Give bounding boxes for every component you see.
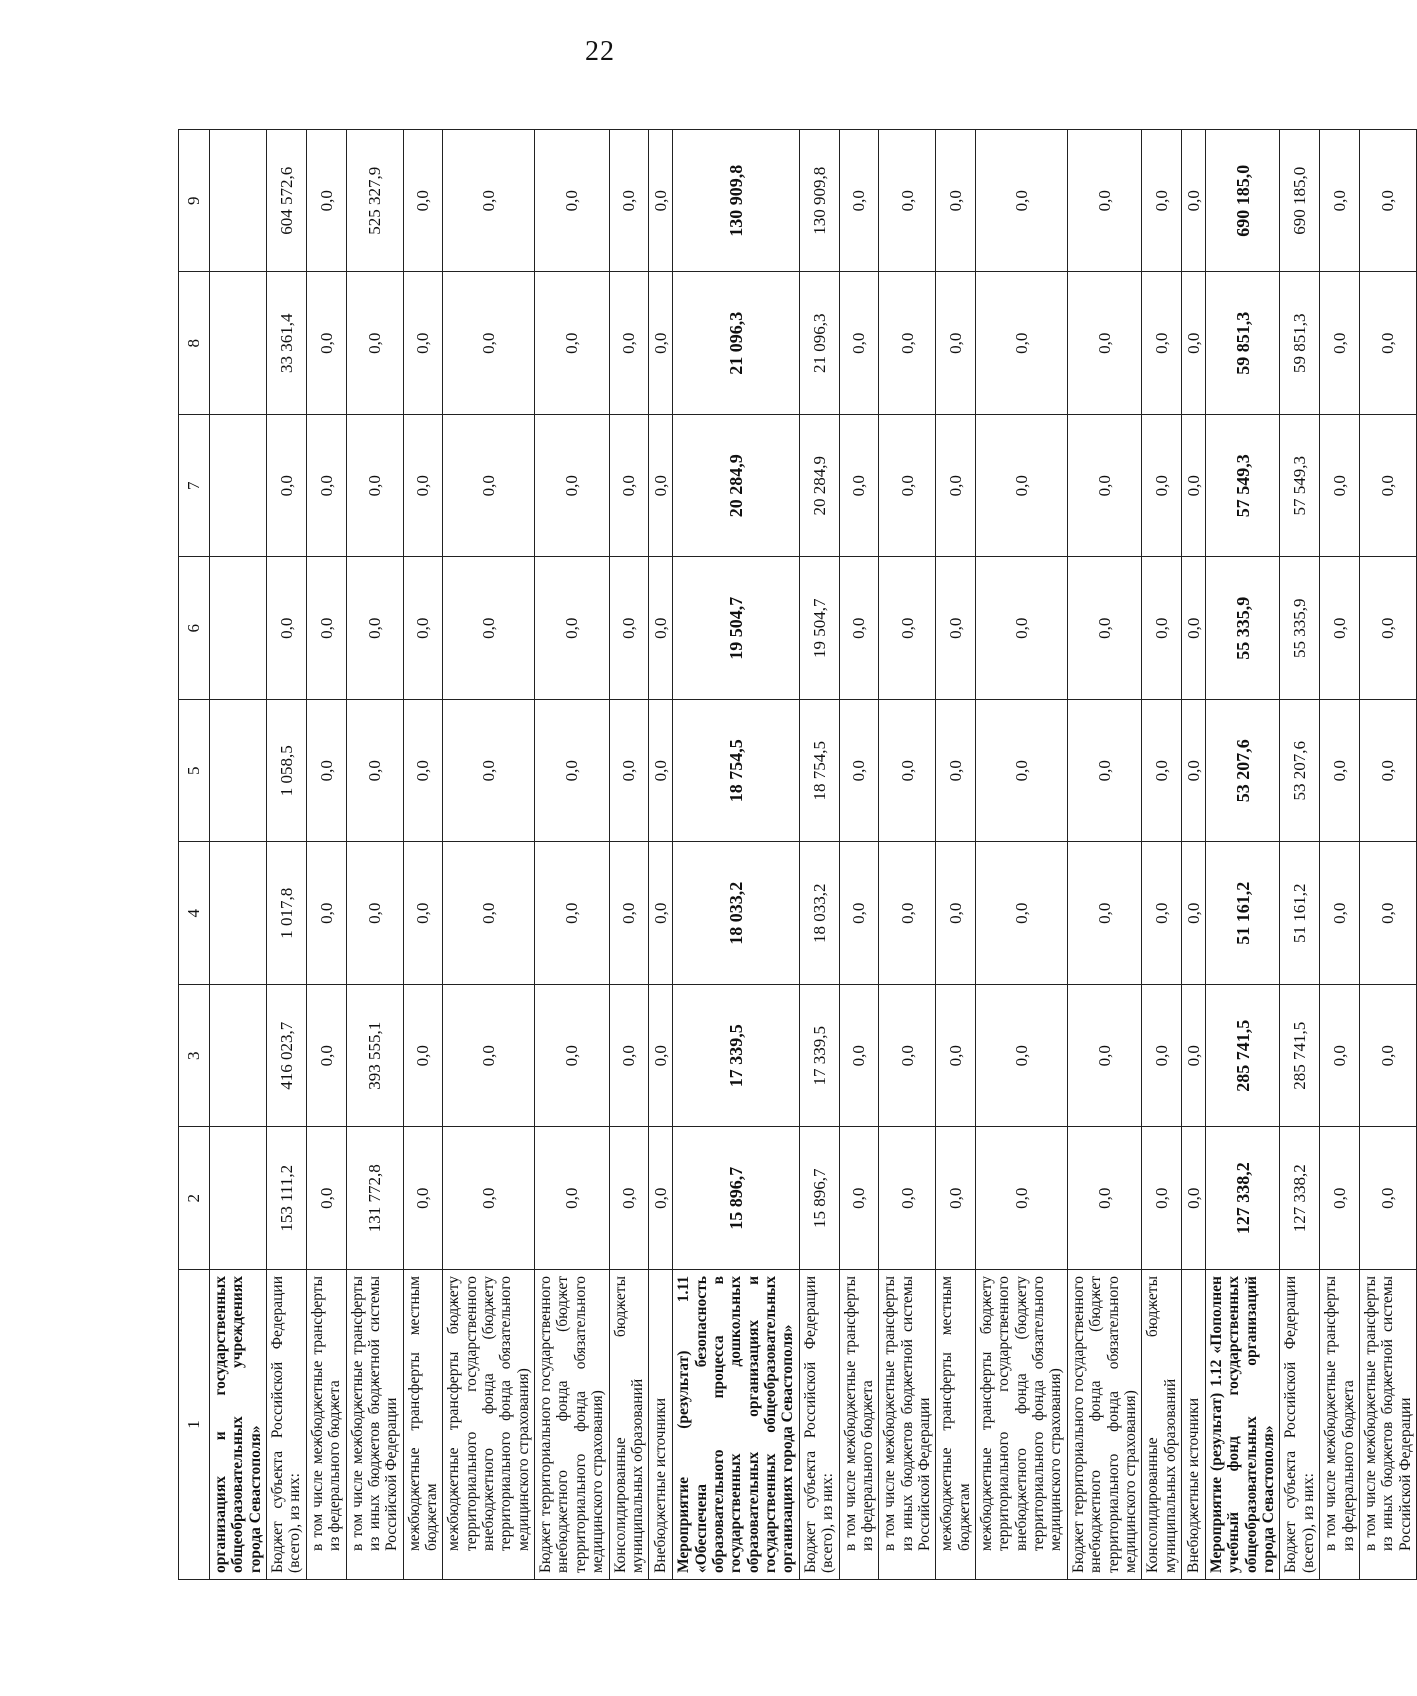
table-row-measure (210, 130, 267, 1580)
value-cell: 690 185,0 (1280, 130, 1320, 273)
value-cell: 19 504,7 (799, 557, 839, 700)
value-cell: 0,0 (1182, 1127, 1206, 1270)
value-cell: 53 207,6 (1206, 700, 1280, 843)
row-description: в том числе межбюджетные трансферты из иных бюджетов бюджетной системы Российской Федерации (346, 1270, 403, 1580)
value-cell: 51 161,2 (1206, 842, 1280, 985)
value-cell: 0,0 (649, 842, 673, 985)
value-cell: 0,0 (839, 272, 879, 415)
value-cell: 0,0 (1067, 130, 1141, 273)
table-row (936, 130, 976, 1580)
value-cell: 21 096,3 (673, 272, 800, 415)
value-cell: 0,0 (535, 557, 609, 700)
row-description: Бюджет субъекта Российской Федерации (всего), из них: (267, 1270, 307, 1580)
value-cell: 51 161,2 (1280, 842, 1320, 985)
value-cell: 33 361,4 (267, 272, 307, 415)
value-cell: 0,0 (535, 1127, 609, 1270)
value-cell: 0,0 (1359, 985, 1416, 1128)
value-cell: 0,0 (1320, 557, 1360, 700)
value-cell: 525 327,9 (346, 130, 403, 273)
table-row-measure (673, 130, 800, 1580)
value-cell: 0,0 (1320, 985, 1360, 1128)
value-cell: 130 909,8 (799, 130, 839, 273)
value-cell: 0,0 (1320, 700, 1360, 843)
header-cell: 2 (179, 1127, 210, 1270)
value-cell: 0,0 (1182, 272, 1206, 415)
table-row (267, 130, 307, 1580)
value-cell: 0,0 (346, 557, 403, 700)
value-cell: 393 555,1 (346, 985, 403, 1128)
value-cell: 0,0 (1142, 415, 1182, 558)
row-description: Внебюджетные источники (649, 1270, 673, 1580)
value-cell: 127 338,2 (1206, 1127, 1280, 1270)
value-cell: 0,0 (1320, 1127, 1360, 1270)
value-cell: 0,0 (1182, 842, 1206, 985)
value-cell: 0,0 (839, 557, 879, 700)
value-cell: 0,0 (443, 985, 535, 1128)
table-row-measure (1206, 130, 1280, 1580)
value-cell: 416 023,7 (267, 985, 307, 1128)
row-description: в том числе межбюджетные трансферты из иных бюджетов бюджетной системы Российской Федерации (879, 1270, 936, 1580)
value-cell: 0,0 (839, 415, 879, 558)
value-cell: 1 058,5 (267, 700, 307, 843)
value-cell: 59 851,3 (1280, 272, 1320, 415)
value-cell: 21 096,3 (799, 272, 839, 415)
table-row (799, 130, 839, 1580)
row-description: межбюджетные трансферты бюджету территориального государственного внебюджетного фонда (бюджету территориального фонда обязательного медицинского страхования) (976, 1270, 1068, 1580)
table-row (1280, 130, 1320, 1580)
header-cell: 9 (179, 130, 210, 273)
value-cell: 0,0 (306, 985, 346, 1128)
table-row (346, 130, 403, 1580)
value-cell: 285 741,5 (1280, 985, 1320, 1128)
value-cell: 0,0 (403, 415, 443, 558)
value-cell: 18 754,5 (673, 700, 800, 843)
value-cell: 0,0 (535, 272, 609, 415)
value-cell: 18 754,5 (799, 700, 839, 843)
value-cell: 0,0 (535, 700, 609, 843)
value-cell: 0,0 (306, 1127, 346, 1270)
value-cell: 0,0 (1359, 557, 1416, 700)
value-cell: 0,0 (1142, 130, 1182, 273)
value-cell: 19 504,7 (673, 557, 800, 700)
table-row (976, 130, 1068, 1580)
value-cell: 0,0 (403, 842, 443, 985)
value-cell: 0,0 (535, 842, 609, 985)
value-cell: 0,0 (403, 1127, 443, 1270)
row-description: Бюджет субъекта Российской Федерации (всего), из них: (1280, 1270, 1320, 1580)
table-row (1067, 130, 1141, 1580)
value-cell: 0,0 (306, 700, 346, 843)
value-cell: 0,0 (535, 985, 609, 1128)
row-description: в том числе межбюджетные трансферты из федерального бюджета (306, 1270, 346, 1580)
value-cell: 0,0 (306, 130, 346, 273)
value-cell: 690 185,0 (1206, 130, 1280, 273)
value-cell (210, 272, 267, 415)
value-cell: 0,0 (1142, 700, 1182, 843)
value-cell: 0,0 (609, 842, 649, 985)
value-cell: 57 549,3 (1206, 415, 1280, 558)
value-cell: 0,0 (609, 1127, 649, 1270)
value-cell: 53 207,6 (1280, 700, 1320, 843)
value-cell: 0,0 (1067, 272, 1141, 415)
value-cell: 0,0 (1182, 130, 1206, 273)
table-row (1320, 130, 1360, 1580)
value-cell: 0,0 (1142, 1127, 1182, 1270)
value-cell: 0,0 (839, 985, 879, 1128)
value-cell: 0,0 (609, 272, 649, 415)
row-description: межбюджетные трансферты местным бюджетам (936, 1270, 976, 1580)
row-description: межбюджетные трансферты местным бюджетам (403, 1270, 443, 1580)
value-cell: 59 851,3 (1206, 272, 1280, 415)
value-cell: 0,0 (879, 130, 936, 273)
value-cell: 55 335,9 (1280, 557, 1320, 700)
value-cell: 0,0 (443, 557, 535, 700)
header-cell: 1 (179, 1270, 210, 1580)
value-cell: 55 335,9 (1206, 557, 1280, 700)
value-cell: 0,0 (879, 985, 936, 1128)
value-cell: 0,0 (1320, 130, 1360, 273)
value-cell: 0,0 (879, 415, 936, 558)
value-cell: 0,0 (1067, 985, 1141, 1128)
value-cell: 0,0 (976, 842, 1068, 985)
table-row (1359, 130, 1416, 1580)
row-description: межбюджетные трансферты бюджету территориального государственного внебюджетного фонда (бюджету территориального фонда обязательного медицинского страхования) (443, 1270, 535, 1580)
value-cell: 0,0 (403, 700, 443, 843)
header-cell: 6 (179, 557, 210, 700)
value-cell: 0,0 (346, 272, 403, 415)
value-cell: 127 338,2 (1280, 1127, 1320, 1270)
value-cell: 0,0 (1182, 415, 1206, 558)
value-cell: 0,0 (346, 415, 403, 558)
table-row (443, 130, 535, 1580)
value-cell: 0,0 (609, 700, 649, 843)
value-cell: 15 896,7 (799, 1127, 839, 1270)
value-cell: 0,0 (1320, 272, 1360, 415)
rotated-table-frame (178, 130, 1414, 1580)
value-cell: 0,0 (976, 272, 1068, 415)
value-cell: 0,0 (267, 415, 307, 558)
value-cell (210, 1127, 267, 1270)
value-cell: 0,0 (267, 557, 307, 700)
value-cell: 0,0 (1359, 415, 1416, 558)
value-cell: 20 284,9 (799, 415, 839, 558)
header-cell: 7 (179, 415, 210, 558)
value-cell: 0,0 (535, 130, 609, 273)
value-cell: 0,0 (839, 842, 879, 985)
value-cell: 1 017,8 (267, 842, 307, 985)
value-cell: 0,0 (976, 700, 1068, 843)
value-cell: 0,0 (346, 700, 403, 843)
value-cell: 0,0 (879, 1127, 936, 1270)
page-number: 22 (585, 36, 615, 67)
table-row (649, 130, 673, 1580)
value-cell: 0,0 (976, 985, 1068, 1128)
value-cell: 604 572,6 (267, 130, 307, 273)
value-cell: 0,0 (839, 130, 879, 273)
value-cell: 0,0 (1182, 557, 1206, 700)
value-cell: 0,0 (443, 700, 535, 843)
value-cell: 0,0 (306, 415, 346, 558)
value-cell: 0,0 (1142, 842, 1182, 985)
value-cell: 0,0 (1359, 842, 1416, 985)
value-cell: 285 741,5 (1206, 985, 1280, 1128)
value-cell: 0,0 (936, 1127, 976, 1270)
table-row (1142, 130, 1182, 1580)
table-row (403, 130, 443, 1580)
value-cell (210, 130, 267, 273)
row-description: Мероприятие (результат) 1.12 «Пополнен учебный фонд государственных общеобразовательных организаций города Севастополя» (1206, 1270, 1280, 1580)
value-cell: 0,0 (1142, 272, 1182, 415)
value-cell: 0,0 (936, 700, 976, 843)
value-cell: 0,0 (1320, 842, 1360, 985)
value-cell: 0,0 (443, 1127, 535, 1270)
value-cell: 0,0 (1067, 557, 1141, 700)
value-cell: 0,0 (976, 557, 1068, 700)
header-cell: 3 (179, 985, 210, 1128)
value-cell: 0,0 (443, 272, 535, 415)
value-cell: 0,0 (1067, 842, 1141, 985)
value-cell: 0,0 (1182, 985, 1206, 1128)
value-cell: 57 549,3 (1280, 415, 1320, 558)
value-cell: 0,0 (1067, 700, 1141, 843)
value-cell: 0,0 (443, 415, 535, 558)
value-cell: 0,0 (535, 415, 609, 558)
value-cell: 0,0 (976, 1127, 1068, 1270)
value-cell (210, 985, 267, 1128)
value-cell: 0,0 (403, 557, 443, 700)
value-cell: 0,0 (346, 842, 403, 985)
value-cell: 0,0 (403, 272, 443, 415)
value-cell (210, 842, 267, 985)
value-cell: 0,0 (306, 842, 346, 985)
table-container (178, 130, 1414, 1580)
value-cell: 0,0 (936, 557, 976, 700)
value-cell: 0,0 (879, 842, 936, 985)
value-cell: 0,0 (306, 557, 346, 700)
row-description: Консолидированные бюджеты муниципальных образований (1142, 1270, 1182, 1580)
value-cell: 130 909,8 (673, 130, 800, 273)
value-cell: 18 033,2 (673, 842, 800, 985)
row-description: организациях и государственных общеобразовательных учреждениях города Севастополя» (210, 1270, 267, 1580)
value-cell: 0,0 (936, 985, 976, 1128)
value-cell: 0,0 (1359, 130, 1416, 273)
row-description: Консолидированные бюджеты муниципальных образований (609, 1270, 649, 1580)
value-cell: 0,0 (1359, 272, 1416, 415)
table-row (839, 130, 879, 1580)
value-cell: 0,0 (936, 842, 976, 985)
value-cell: 0,0 (976, 415, 1068, 558)
value-cell: 0,0 (936, 272, 976, 415)
value-cell: 0,0 (649, 272, 673, 415)
value-cell: 0,0 (649, 130, 673, 273)
value-cell: 0,0 (1359, 700, 1416, 843)
value-cell: 0,0 (1359, 1127, 1416, 1270)
value-cell: 0,0 (649, 557, 673, 700)
value-cell: 0,0 (1182, 700, 1206, 843)
header-cell: 5 (179, 700, 210, 843)
value-cell: 0,0 (976, 130, 1068, 273)
value-cell: 0,0 (879, 557, 936, 700)
value-cell: 0,0 (879, 272, 936, 415)
value-cell: 0,0 (936, 130, 976, 273)
value-cell: 18 033,2 (799, 842, 839, 985)
value-cell: 0,0 (1067, 415, 1141, 558)
value-cell: 0,0 (1320, 415, 1360, 558)
value-cell: 0,0 (879, 700, 936, 843)
row-description: Мероприятие (результат) 1.11 «Обеспечена безопасность образовательного процесса в государственных дошкольных образовательных организациях и государственных общеобразовательных организациях города Севастополя» (673, 1270, 800, 1580)
value-cell: 0,0 (609, 415, 649, 558)
header-cell: 4 (179, 842, 210, 985)
header-row (179, 130, 210, 1580)
row-description: в том числе межбюджетные трансферты из иных бюджетов бюджетной системы Российской Федерации (1359, 1270, 1416, 1580)
value-cell: 0,0 (649, 415, 673, 558)
value-cell: 0,0 (649, 1127, 673, 1270)
row-description: Бюджет субъекта Российской Федерации (всего), из них: (799, 1270, 839, 1580)
table-row (879, 130, 936, 1580)
value-cell: 0,0 (403, 130, 443, 273)
table-body (210, 130, 1417, 1580)
value-cell (210, 557, 267, 700)
table-row (535, 130, 609, 1580)
row-description: Бюджет территориального государственного внебюджетного фонда (бюджет территориального фонда обязательного медицинского страхования) (1067, 1270, 1141, 1580)
row-description: Бюджет территориального государственного внебюджетного фонда (бюджет территориального фонда обязательного медицинского страхования) (535, 1270, 609, 1580)
value-cell: 0,0 (1142, 985, 1182, 1128)
header-cell: 8 (179, 272, 210, 415)
value-cell: 17 339,5 (673, 985, 800, 1128)
budget-table (178, 129, 1417, 1580)
value-cell: 20 284,9 (673, 415, 800, 558)
row-description: Внебюджетные источники (1182, 1270, 1206, 1580)
value-cell: 131 772,8 (346, 1127, 403, 1270)
value-cell: 153 111,2 (267, 1127, 307, 1270)
value-cell: 0,0 (609, 130, 649, 273)
row-description: в том числе межбюджетные трансферты из федерального бюджета (1320, 1270, 1360, 1580)
table-row (1182, 130, 1206, 1580)
value-cell: 0,0 (649, 985, 673, 1128)
value-cell: 0,0 (839, 1127, 879, 1270)
value-cell: 15 896,7 (673, 1127, 800, 1270)
row-description: в том числе межбюджетные трансферты из федерального бюджета (839, 1270, 879, 1580)
value-cell: 0,0 (609, 985, 649, 1128)
table-row (609, 130, 649, 1580)
value-cell: 0,0 (649, 700, 673, 843)
table-row (306, 130, 346, 1580)
value-cell: 0,0 (443, 842, 535, 985)
value-cell (210, 700, 267, 843)
value-cell: 0,0 (306, 272, 346, 415)
value-cell: 0,0 (609, 557, 649, 700)
value-cell: 0,0 (936, 415, 976, 558)
value-cell: 17 339,5 (799, 985, 839, 1128)
value-cell: 0,0 (1142, 557, 1182, 700)
value-cell: 0,0 (839, 700, 879, 843)
value-cell (210, 415, 267, 558)
value-cell: 0,0 (443, 130, 535, 273)
value-cell: 0,0 (1067, 1127, 1141, 1270)
value-cell: 0,0 (403, 985, 443, 1128)
